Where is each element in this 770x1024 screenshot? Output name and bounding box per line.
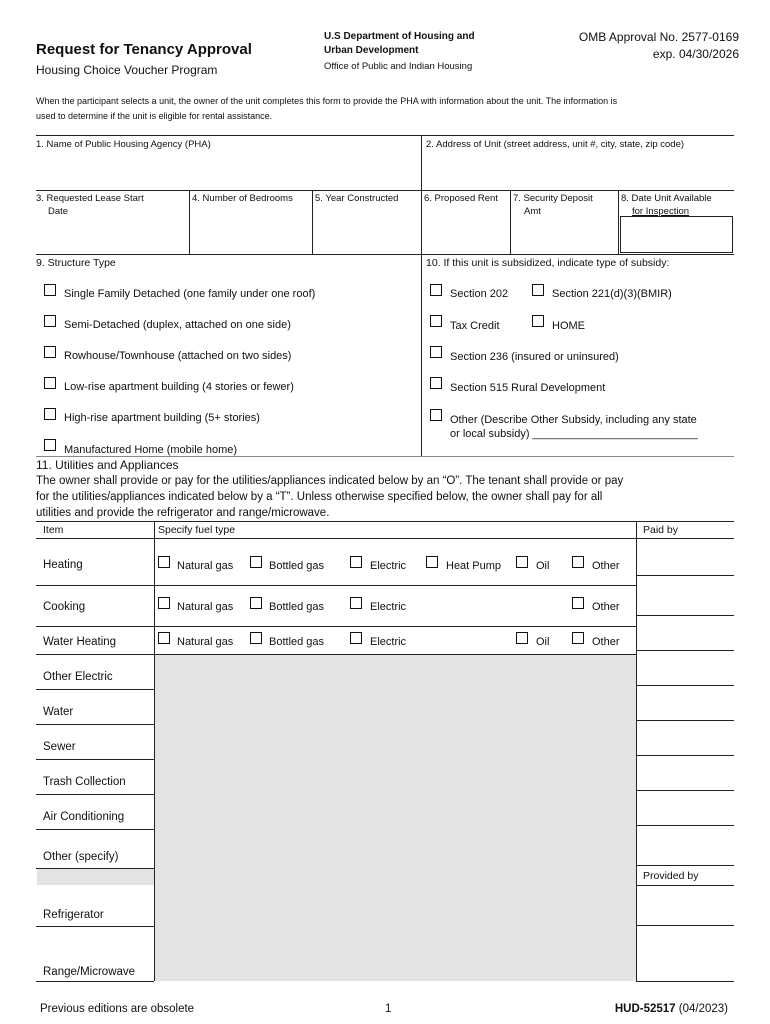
cooking-other-label: Other [592,601,620,613]
form-title: Request for Tenancy Approval [36,41,252,58]
subsidy-home-checkbox[interactable] [532,315,544,327]
intro-text-line2: used to determine if the unit is eligible for rental assistance. [36,111,273,121]
fuel-na-shaded-area [155,655,636,981]
structure-low-rise-label: Low-rise apartment building (4 stories or fewer) [64,381,294,393]
heating-oil-label: Oil [536,560,550,572]
refrigerator-provided-by-input[interactable] [638,887,733,924]
unit-address-input[interactable] [423,152,733,188]
pha-name-input[interactable] [36,152,420,188]
footer-obsolete-note: Previous editions are obsolete [40,1003,195,1015]
row-range-microwave-label: Range/Microwave [43,966,136,978]
subsidy-other-label-2: or local subsidy) ___________________________ [450,428,698,440]
cooking-bottled-gas-checkbox[interactable] [250,597,262,609]
form-subtitle: Housing Choice Voucher Program [36,63,218,77]
cooking-natural-gas-checkbox[interactable] [158,597,170,609]
row-air-conditioning-label: Air Conditioning [43,811,125,823]
heating-natural-gas-checkbox[interactable] [158,556,170,568]
omb-expiration: exp. 04/30/2026 [652,47,739,61]
heating-electric-label: Electric [370,560,407,572]
water-heating-other-label: Other [592,636,620,648]
structure-manufactured-checkbox[interactable] [44,439,56,451]
subsidy-tax-credit-label: Tax Credit [450,320,500,332]
row-sewer-label: Sewer [43,741,76,753]
water-heating-bottled-gas-label: Bottled gas [269,636,325,648]
heating-natural-gas-label: Natural gas [177,560,234,572]
subsidy-label: 10. If this unit is subsidized, indicate type of subsidy: [426,257,670,269]
structure-semi-detached-checkbox[interactable] [44,315,56,327]
date-available-input[interactable] [620,216,733,253]
water-paid-by-input[interactable] [638,687,733,719]
water-heating-natural-gas-label: Natural gas [177,636,234,648]
intro-text-line1: When the participant selects a unit, the owner of the unit completes this form to provide the PHA with information about the unit. The information is [36,96,618,106]
structure-single-family-checkbox[interactable] [44,284,56,296]
structure-rowhouse-label: Rowhouse/Townhouse (attached on two sides) [64,350,292,362]
structure-rowhouse-checkbox[interactable] [44,346,56,358]
agency-name-line2: Urban Development [324,45,419,56]
proposed-rent-input[interactable] [423,208,509,252]
heating-bottled-gas-checkbox[interactable] [250,556,262,568]
row-trash-label: Trash Collection [43,776,126,788]
col-header-fuel: Specify fuel type [158,524,236,536]
cooking-electric-checkbox[interactable] [350,597,362,609]
date-available-label: 8. Date Unit Available [621,193,712,204]
structure-high-rise-label: High-rise apartment building (5+ stories) [64,412,260,424]
lease-start-input[interactable] [36,220,188,252]
water-heating-bottled-gas-checkbox[interactable] [250,632,262,644]
heating-other-label: Other [592,560,620,572]
bedrooms-input[interactable] [191,208,311,252]
range-microwave-provided-by-input[interactable] [638,927,733,980]
pha-name-label: 1. Name of Public Housing Agency (PHA) [36,139,211,150]
structure-type-label: 9. Structure Type [36,257,116,269]
heating-paid-by-input[interactable] [638,540,733,574]
water-heating-paid-by-input[interactable] [638,617,733,649]
subsidy-section-236-label: Section 236 (insured or uninsured) [450,351,619,363]
subsidy-section-202-label: Section 202 [450,288,509,300]
other-electric-paid-by-input[interactable] [638,652,733,684]
provided-by-item-shaded [37,868,154,885]
utilities-paragraph-line3: utilities and provide the refrigerator and range/microwave. [36,507,330,519]
security-deposit-label-2: Amt [524,206,541,217]
subsidy-section-202-checkbox[interactable] [430,284,442,296]
row-refrigerator-label: Refrigerator [43,909,104,921]
water-heating-electric-checkbox[interactable] [350,632,362,644]
subsidy-other-label: Other (Describe Other Subsidy, including any state [450,414,697,426]
heating-heat-pump-label: Heat Pump [446,560,502,572]
security-deposit-input[interactable] [512,220,617,252]
col-header-provided-by: Provided by [643,870,699,882]
trash-paid-by-input[interactable] [638,757,733,789]
air-conditioning-paid-by-input[interactable] [638,792,733,824]
cooking-other-checkbox[interactable] [572,597,584,609]
lease-start-label: 3. Requested Lease Start [36,193,144,204]
structure-semi-detached-label: Semi-Detached (duplex, attached on one side) [64,319,291,331]
subsidy-other-checkbox[interactable] [430,409,442,421]
bedrooms-label: 4. Number of Bedrooms [192,193,293,204]
cooking-electric-label: Electric [370,601,407,613]
cooking-natural-gas-label: Natural gas [177,601,234,613]
agency-office: Office of Public and Indian Housing [324,61,473,72]
water-heating-natural-gas-checkbox[interactable] [158,632,170,644]
water-heating-other-checkbox[interactable] [572,632,584,644]
heating-electric-checkbox[interactable] [350,556,362,568]
subsidy-home-label: HOME [552,320,585,332]
row-water-heating-label: Water Heating [43,636,117,648]
subsidy-section-221-checkbox[interactable] [532,284,544,296]
structure-single-family-label: Single Family Detached (one family under one roof) [64,288,316,300]
structure-high-rise-checkbox[interactable] [44,408,56,420]
row-other-specify-label: Other (specify) [43,851,119,863]
row-other-electric-label: Other Electric [43,671,113,683]
other-specify-paid-by-input[interactable] [638,827,733,864]
col-header-item: Item [43,524,64,536]
omb-number: OMB Approval No. 2577-0169 [578,30,739,44]
water-heating-oil-checkbox[interactable] [516,632,528,644]
year-constructed-input[interactable] [314,208,420,252]
subsidy-section-515-label: Section 515 Rural Development [450,382,606,394]
cooking-paid-by-input[interactable] [638,577,733,614]
row-heating-label: Heating [43,559,83,571]
proposed-rent-label: 6. Proposed Rent [424,193,498,204]
water-heating-oil-label: Oil [536,636,550,648]
structure-low-rise-checkbox[interactable] [44,377,56,389]
form-id: HUD-52517 [614,1003,676,1015]
form-date: (04/2023) [678,1003,728,1015]
utilities-paragraph-line2: for the utilities/appliances indicated below by a “T”. Unless otherwise specified below, the owner shall pay for all [36,491,603,503]
date-available-label-2: for Inspection [632,206,690,217]
security-deposit-label: 7. Security Deposit [513,193,593,204]
heating-oil-checkbox[interactable] [516,556,528,568]
row-cooking-label: Cooking [43,601,86,613]
col-header-paid-by: Paid by [643,524,679,536]
row-water-label: Water [43,706,74,718]
sewer-paid-by-input[interactable] [638,722,733,754]
cooking-bottled-gas-label: Bottled gas [269,601,325,613]
utilities-heading: 11. Utilities and Appliances [36,458,179,472]
lease-start-label-2: Date [48,206,69,217]
subsidy-section-221-label: Section 221(d)(3)(BMIR) [552,288,672,300]
heating-heat-pump-checkbox[interactable] [426,556,438,568]
footer-page-number: 1 [385,1003,392,1015]
subsidy-section-236-checkbox[interactable] [430,346,442,358]
heating-other-checkbox[interactable] [572,556,584,568]
utilities-paragraph-line1: The owner shall provide or pay for the utilities/appliances indicated below by an “O”. The tenant shall provide or pay [36,475,624,487]
subsidy-section-515-checkbox[interactable] [430,377,442,389]
unit-address-label: 2. Address of Unit (street address, unit #, city, state, zip code) [426,139,685,150]
water-heating-electric-label: Electric [370,636,407,648]
agency-name-line1: U.S Department of Housing and [324,31,475,42]
structure-manufactured-label: Manufactured Home (mobile home) [64,444,238,456]
heating-bottled-gas-label: Bottled gas [269,560,325,572]
year-constructed-label: 5. Year Constructed [315,193,399,204]
footer-form-id [615,1003,728,1015]
subsidy-tax-credit-checkbox[interactable] [430,315,442,327]
